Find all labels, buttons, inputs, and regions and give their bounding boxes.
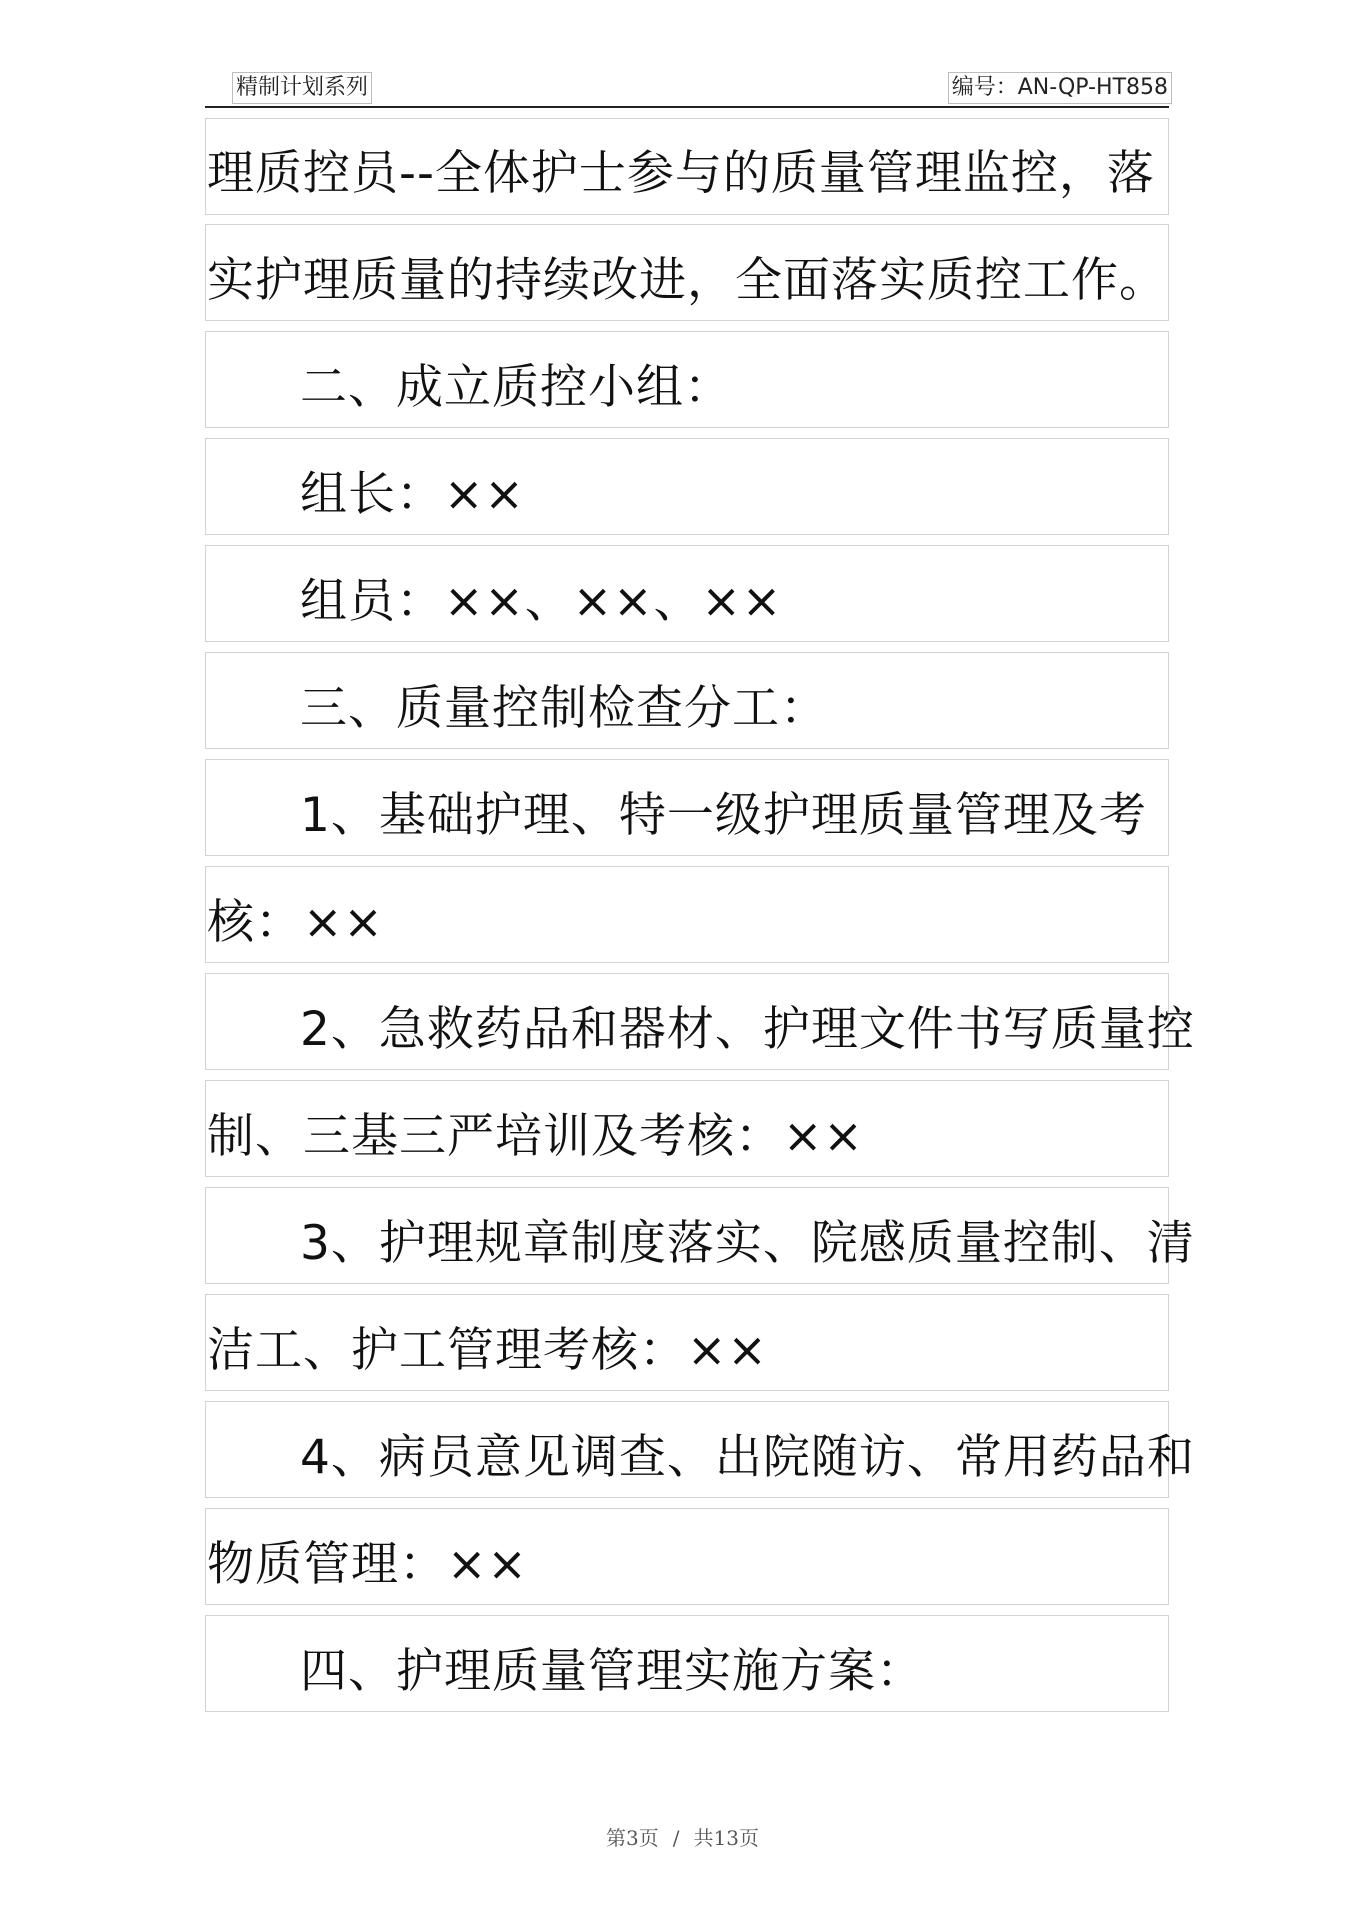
header-divider	[205, 106, 1169, 108]
page-separator: /	[672, 1826, 680, 1850]
header-document-number: 编号：AN-QP-HT858	[948, 72, 1172, 104]
body-text-line: 组长：××	[300, 467, 525, 522]
header-series-label: 精制计划系列	[232, 72, 372, 104]
body-text-line: 制、三基三严培训及考核：××	[207, 1109, 864, 1164]
page-total: 共13页	[693, 1826, 759, 1850]
page-current: 第3页	[606, 1826, 659, 1850]
section-heading-2: 二、成立质控小组：	[300, 360, 732, 415]
body-text-line: 实护理质量的持续改进，全面落实质控工作。	[207, 253, 1167, 308]
body-text-line: 物质管理：××	[207, 1537, 528, 1592]
body-text-line: 洁工、护工管理考核：××	[207, 1323, 768, 1378]
body-text-line: 理质控员--全体护士参与的质量管理监控，落	[207, 146, 1155, 201]
section-heading-3: 三、质量控制检查分工：	[300, 681, 828, 736]
section-heading-4: 四、护理质量管理实施方案：	[300, 1644, 924, 1699]
page-footer	[0, 1822, 1365, 1851]
body-text-line: 核：××	[207, 895, 384, 950]
body-text-line: 1、基础护理、特一级护理质量管理及考	[300, 788, 1147, 843]
body-text-line: 3、护理规章制度落实、院感质量控制、清	[300, 1216, 1195, 1271]
body-text-line: 2、急救药品和器材、护理文件书写质量控	[300, 1002, 1195, 1057]
body-text-line: 4、病员意见调查、出院随访、常用药品和	[300, 1430, 1195, 1485]
body-text-line: 组员：××、××、××	[300, 574, 783, 629]
